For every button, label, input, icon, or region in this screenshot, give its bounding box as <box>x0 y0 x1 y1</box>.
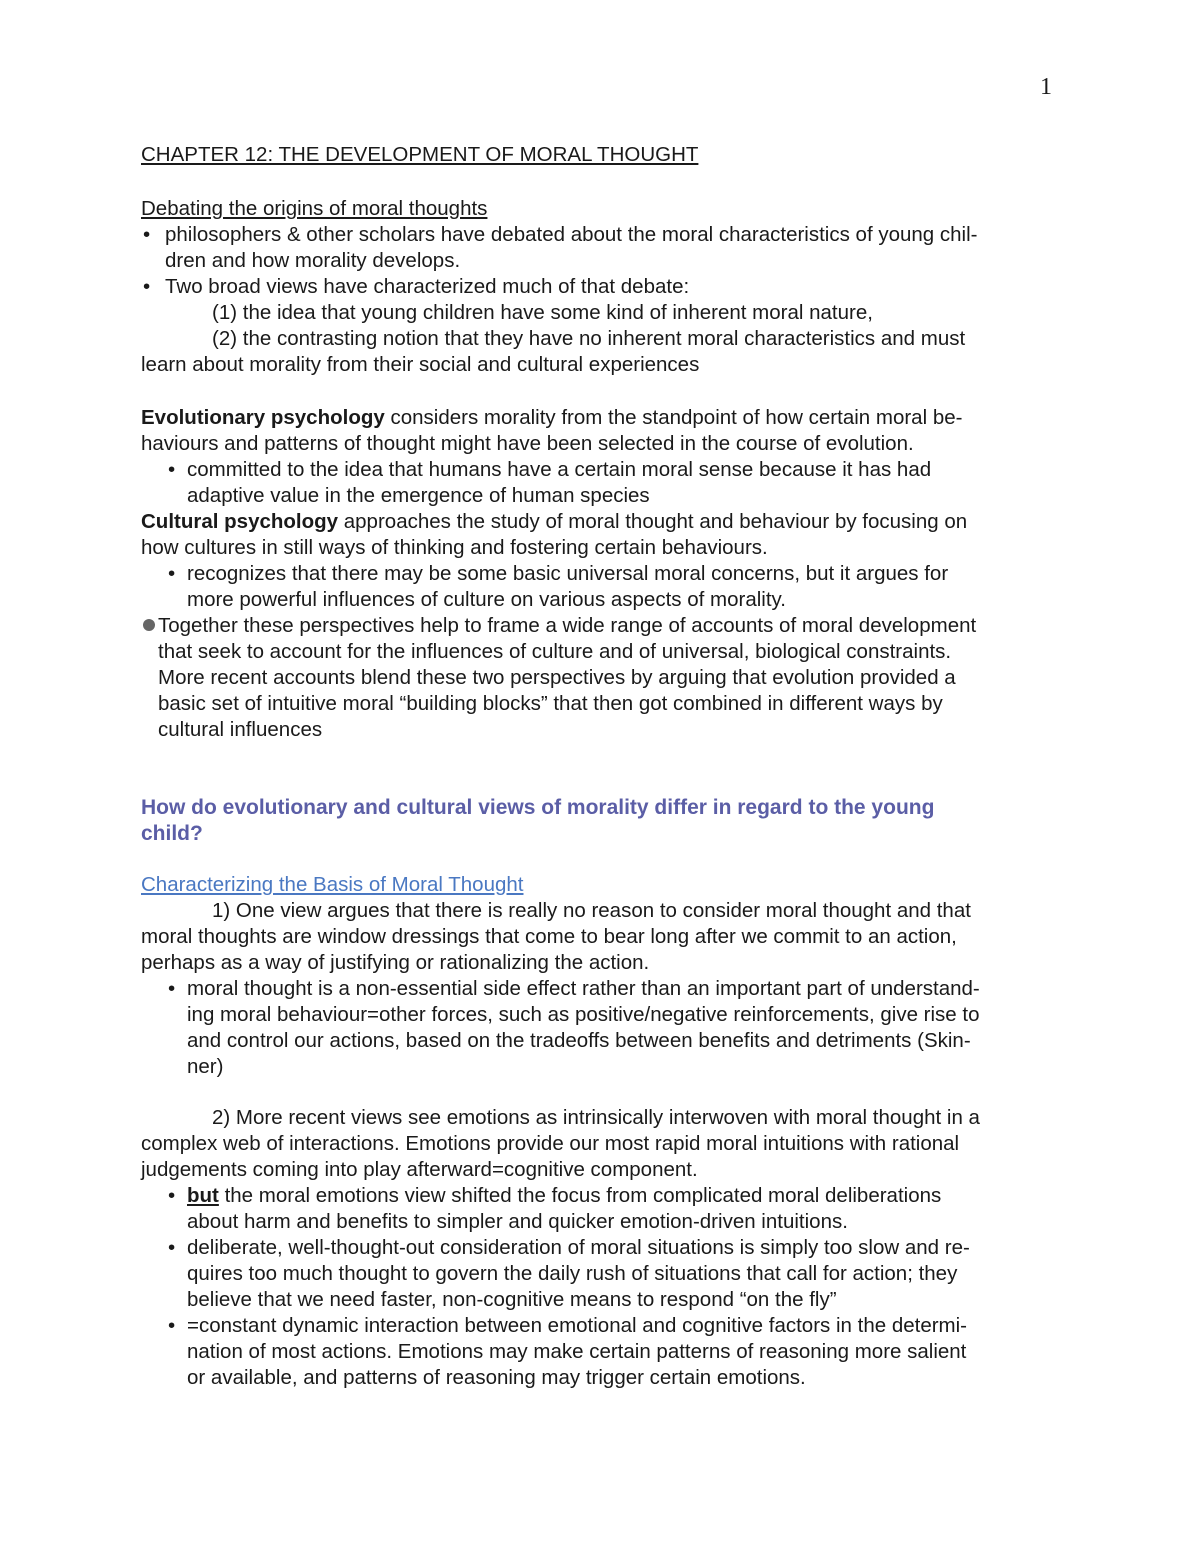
paragraph-text: basic set of intuitive moral “building blocks” that then got combined in different ways by <box>158 692 943 715</box>
cultural-paragraph <box>141 509 967 535</box>
bullet-text: moral thought is a non-essential side effect rather than an important part of understand- <box>187 977 980 1000</box>
bullet-text: believe that we need faster, non-cognitive means to respond “on the fly” <box>187 1288 837 1311</box>
paragraph-text: moral thoughts are window dressings that come to bear long after we commit to an action, <box>141 925 957 948</box>
bullet-text: Two broad views have characterized much of that debate: <box>165 275 690 298</box>
bullet-text: deliberate, well-thought-out consideration of moral situations is simply too slow and re- <box>187 1236 970 1259</box>
question-heading: How do evolutionary and cultural views of morality differ in regard to the young <box>141 796 935 819</box>
paragraph-text: how cultures in still ways of thinking and fostering certain behaviours. <box>141 536 768 559</box>
bullet-text: adaptive value in the emergence of human species <box>187 484 650 507</box>
chapter-title: CHAPTER 12: THE DEVELOPMENT OF MORAL THOUGHT <box>141 143 699 166</box>
bullet-glyph: • <box>143 223 151 246</box>
bullet-text: recognizes that there may be some basic universal moral concerns, but it argues for <box>187 562 949 585</box>
bullet-text: ner) <box>187 1055 224 1078</box>
bullet-glyph: • <box>168 1184 176 1207</box>
question-heading: child? <box>141 822 203 845</box>
bullet-glyph: • <box>168 1236 176 1259</box>
paragraph-text: 1) One view argues that there is really no reason to consider moral thought and that <box>212 899 971 922</box>
bullet-text: ing moral behaviour=other forces, such as positive/negative reinforcements, give rise to <box>187 1003 980 1026</box>
paragraph-text: More recent accounts blend these two perspectives by arguing that evolution provided a <box>158 666 956 689</box>
bullet-text: committed to the idea that humans have a certain moral sense because it has had <box>187 458 932 481</box>
bullet-text: nation of most actions. Emotions may make certain patterns of reasoning more salient <box>187 1340 967 1363</box>
paragraph-text: that seek to account for the influences of culture and of universal, biological constraints. <box>158 640 952 663</box>
bullet-glyph: • <box>168 562 176 585</box>
paragraph-text: 2) More recent views see emotions as intrinsically interwoven with moral thought in a <box>212 1106 980 1129</box>
paragraph-text: haviours and patterns of thought might have been selected in the course of evolution. <box>141 432 914 455</box>
paragraph-text: judgements coming into play afterward=cognitive component. <box>141 1158 698 1181</box>
round-bullet-icon <box>143 619 155 631</box>
section-heading-link[interactable]: Characterizing the Basis of Moral Thought <box>141 873 524 896</box>
paragraph-text: considers morality from the standpoint of how certain moral be- <box>384 406 963 429</box>
paragraph-text: approaches the study of moral thought and behaviour by focusing on <box>338 510 968 533</box>
emphasis-but: but <box>187 1184 219 1207</box>
bullet-text: or available, and patterns of reasoning may trigger certain emotions. <box>187 1366 806 1389</box>
bullet-text: and control our actions, based on the tradeoffs between benefits and detriments (Skin- <box>187 1029 971 1052</box>
bullet-text-rest: the moral emotions view shifted the focus from complicated moral deliberations <box>218 1184 942 1207</box>
bullet-glyph: • <box>168 977 176 1000</box>
view-one-text: (1) the idea that young children have some kind of inherent moral nature, <box>212 301 873 324</box>
bullet-text: more powerful influences of culture on various aspects of morality. <box>187 588 786 611</box>
bullet-text: philosophers & other scholars have debated about the moral characteristics of young chil- <box>165 223 978 246</box>
view-two-text: (2) the contrasting notion that they have no inherent moral characteristics and must <box>212 327 966 350</box>
bullet-text: about harm and benefits to simpler and quicker emotion-driven intuitions. <box>187 1210 848 1233</box>
bullet-text: quires too much thought to govern the daily rush of situations that call for action; they <box>187 1262 958 1285</box>
page-number: 1 <box>1040 74 1052 100</box>
paragraph-text: complex web of interactions. Emotions provide our most rapid moral intuitions with rational <box>141 1132 960 1155</box>
bullet-glyph: • <box>168 1314 176 1337</box>
paragraph-text: Together these perspectives help to frame a wide range of accounts of moral development <box>158 614 977 637</box>
term-evolutionary-psychology: Evolutionary psychology <box>141 406 385 429</box>
bullet-glyph: • <box>143 275 151 298</box>
paragraph-text: cultural influences <box>158 718 323 741</box>
evolutionary-paragraph <box>141 405 962 431</box>
bullet-text <box>187 1183 941 1209</box>
view-two-text: learn about morality from their social and cultural experiences <box>141 353 700 376</box>
term-cultural-psychology: Cultural psychology <box>141 510 339 533</box>
bullet-text: dren and how morality develops. <box>165 249 461 272</box>
section-heading-debating: Debating the origins of moral thoughts <box>141 197 488 220</box>
paragraph-text: perhaps as a way of justifying or rationalizing the action. <box>141 951 650 974</box>
bullet-text: =constant dynamic interaction between emotional and cognitive factors in the determi- <box>187 1314 968 1337</box>
bullet-glyph: • <box>168 458 176 481</box>
